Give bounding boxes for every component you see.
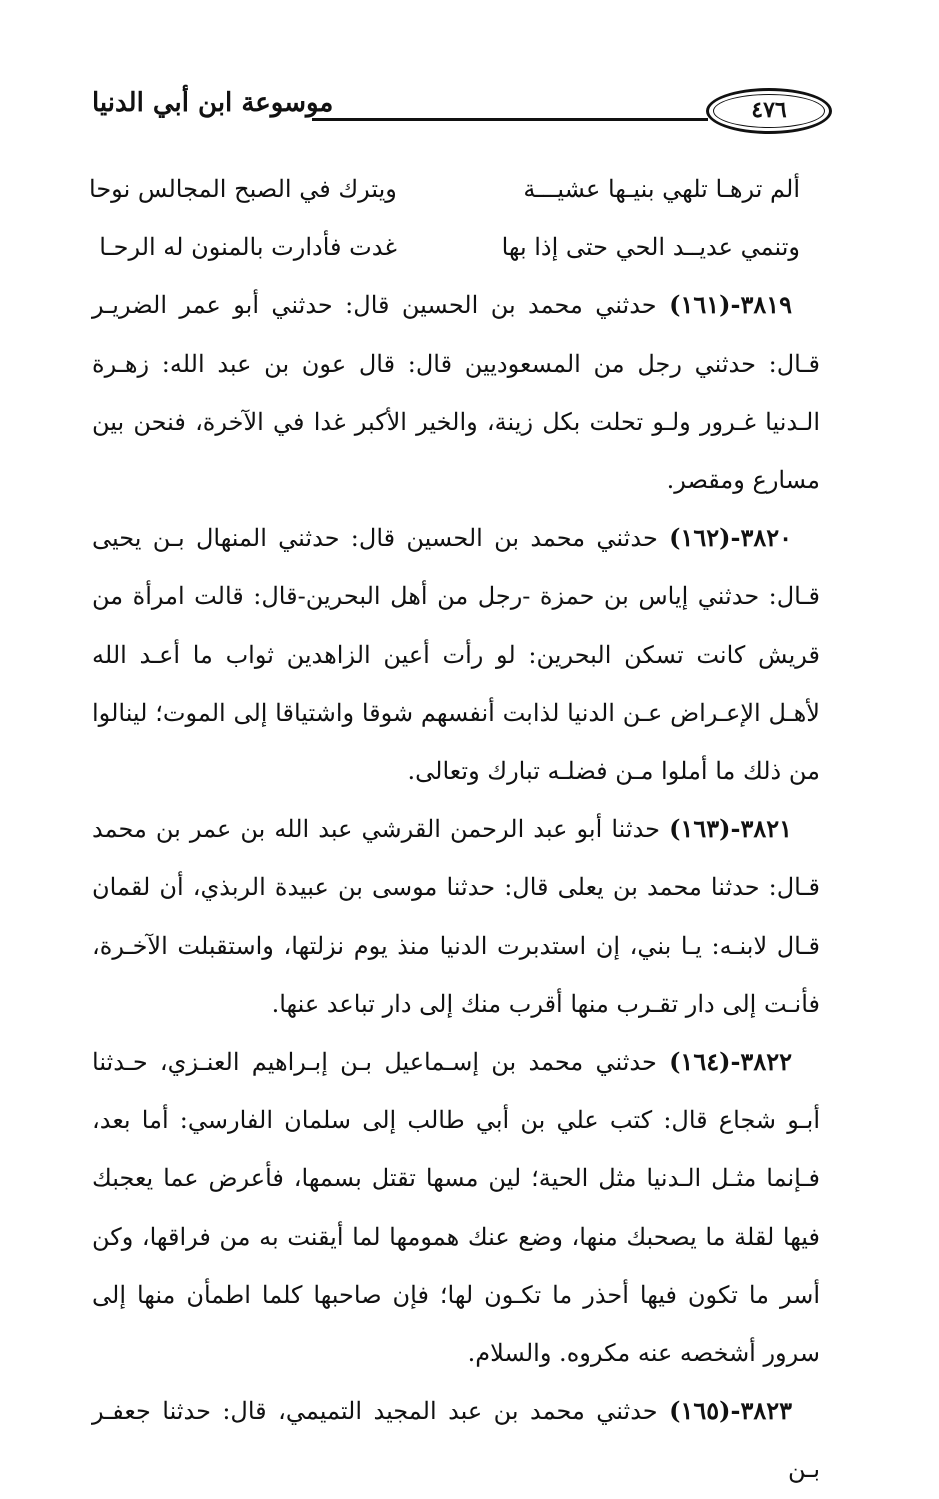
narration-text: حدثني محمد بن عبد المجيد التميمي، قال: حدثنا جعفـر بـن	[92, 1397, 820, 1484]
narration-text: حدثنا أبو عبد الرحمن القرشي عبد الله بن عمر بن محمد قـال: حدثنا محمد بن يعلى قال: حدثنا موسى بن عبيدة الربذي، أن لقمان قـال لابنـه: يـا بني، إن استدبرت الدنيا منذ يوم نزلتها، واستقبلت الآخـرة، فأنـت إلى دار تقـرب منها أقرب منك إلى دار تباعد عنها.	[92, 815, 820, 1018]
narration-paragraph	[92, 1033, 820, 1382]
verse-first-hemistich: ألم ترهـا تلهي بنيـها عشيـــة	[523, 175, 800, 203]
narration-number: ٣٨٢٠-(١٦٢)	[669, 523, 792, 553]
narration-number: ٣٨٢٢-(١٦٤)	[669, 1047, 792, 1077]
narration-paragraph	[92, 800, 820, 1033]
page-header	[92, 84, 832, 140]
verse-line	[92, 218, 820, 276]
narration-paragraph	[92, 1382, 820, 1498]
verse-first-hemistich: وتنمي عديــد الحي حتى إذا بها	[501, 233, 800, 262]
narration-paragraph	[92, 509, 820, 800]
narration-number: ٣٨٢٣-(١٦٥)	[669, 1396, 792, 1426]
narration-text: حدثني محمد بن الحسين قال: حدثني المنهال بـن يحيى قـال: حدثني إياس بن حمزة -رجل من أهل البحرين-قال: قالت امرأة من قريش كانت تسكن البحرين: لو رأت أعين الزاهدين ثواب ما أعـد الله لأهـل الإعـراض عـن الدنيا لذابت أنفسهم شوقا واشتياقا إلى الموت؛ لينالوا من ذلك ما أملوا مـن فضلـه تبارك وتعالى.	[92, 524, 820, 785]
book-title: موسوعة ابن أبي الدنيا	[92, 88, 334, 118]
narration-number: ٣٨٢١-(١٦٣)	[669, 814, 792, 844]
verse-second-hemistich: ويترك في الصبح المجالس نوحا	[89, 175, 397, 203]
page-body	[89, 160, 820, 1499]
header-rule	[312, 118, 708, 121]
narration-number: ٣٨١٩-(١٦١)	[669, 290, 792, 320]
poetry-block	[89, 160, 820, 276]
verse-second-hemistich: غدت فأدارت بالمنون له الرحـا	[99, 233, 397, 262]
narration-paragraph	[92, 276, 820, 509]
page-number-frame	[706, 88, 832, 134]
narration-text: حدثني محمد بن الحسين قال: حدثني أبو عمر الضريـر قـال: حدثني رجل من المسعوديين قال: قال عون بن عبد الله: زهـرة الـدنيا غـرور ولـو تحلت بكل زينة، والخير الأكبر غدا في الآخرة، فنحن بين مسارع ومقصر.	[92, 291, 820, 494]
narration-text: حدثني محمد بن إسـماعيل بـن إبـراهيم العنـزي، حـدثنا أبـو شجاع قال: كتب علي بن أبي طالب إلى سلمان الفارسي: أما بعد، فـإنما مثـل الـدنيا مثل الحية؛ لين مسها تقتل بسمها، فأعرض عما يعجبك فيها لقلة ما يصحبك منها، وضع عنك همومها لما أيقنت به من فراقها، وكن أسر ما تكون فيها أحذر ما تكـون لها؛ فإن صاحبها كلما اطمأن منها إلى سرور أشخصه عنه مكروه. والسلام.	[92, 1048, 820, 1368]
verse-line	[89, 160, 820, 218]
page-number: ٤٧٦	[751, 97, 787, 123]
